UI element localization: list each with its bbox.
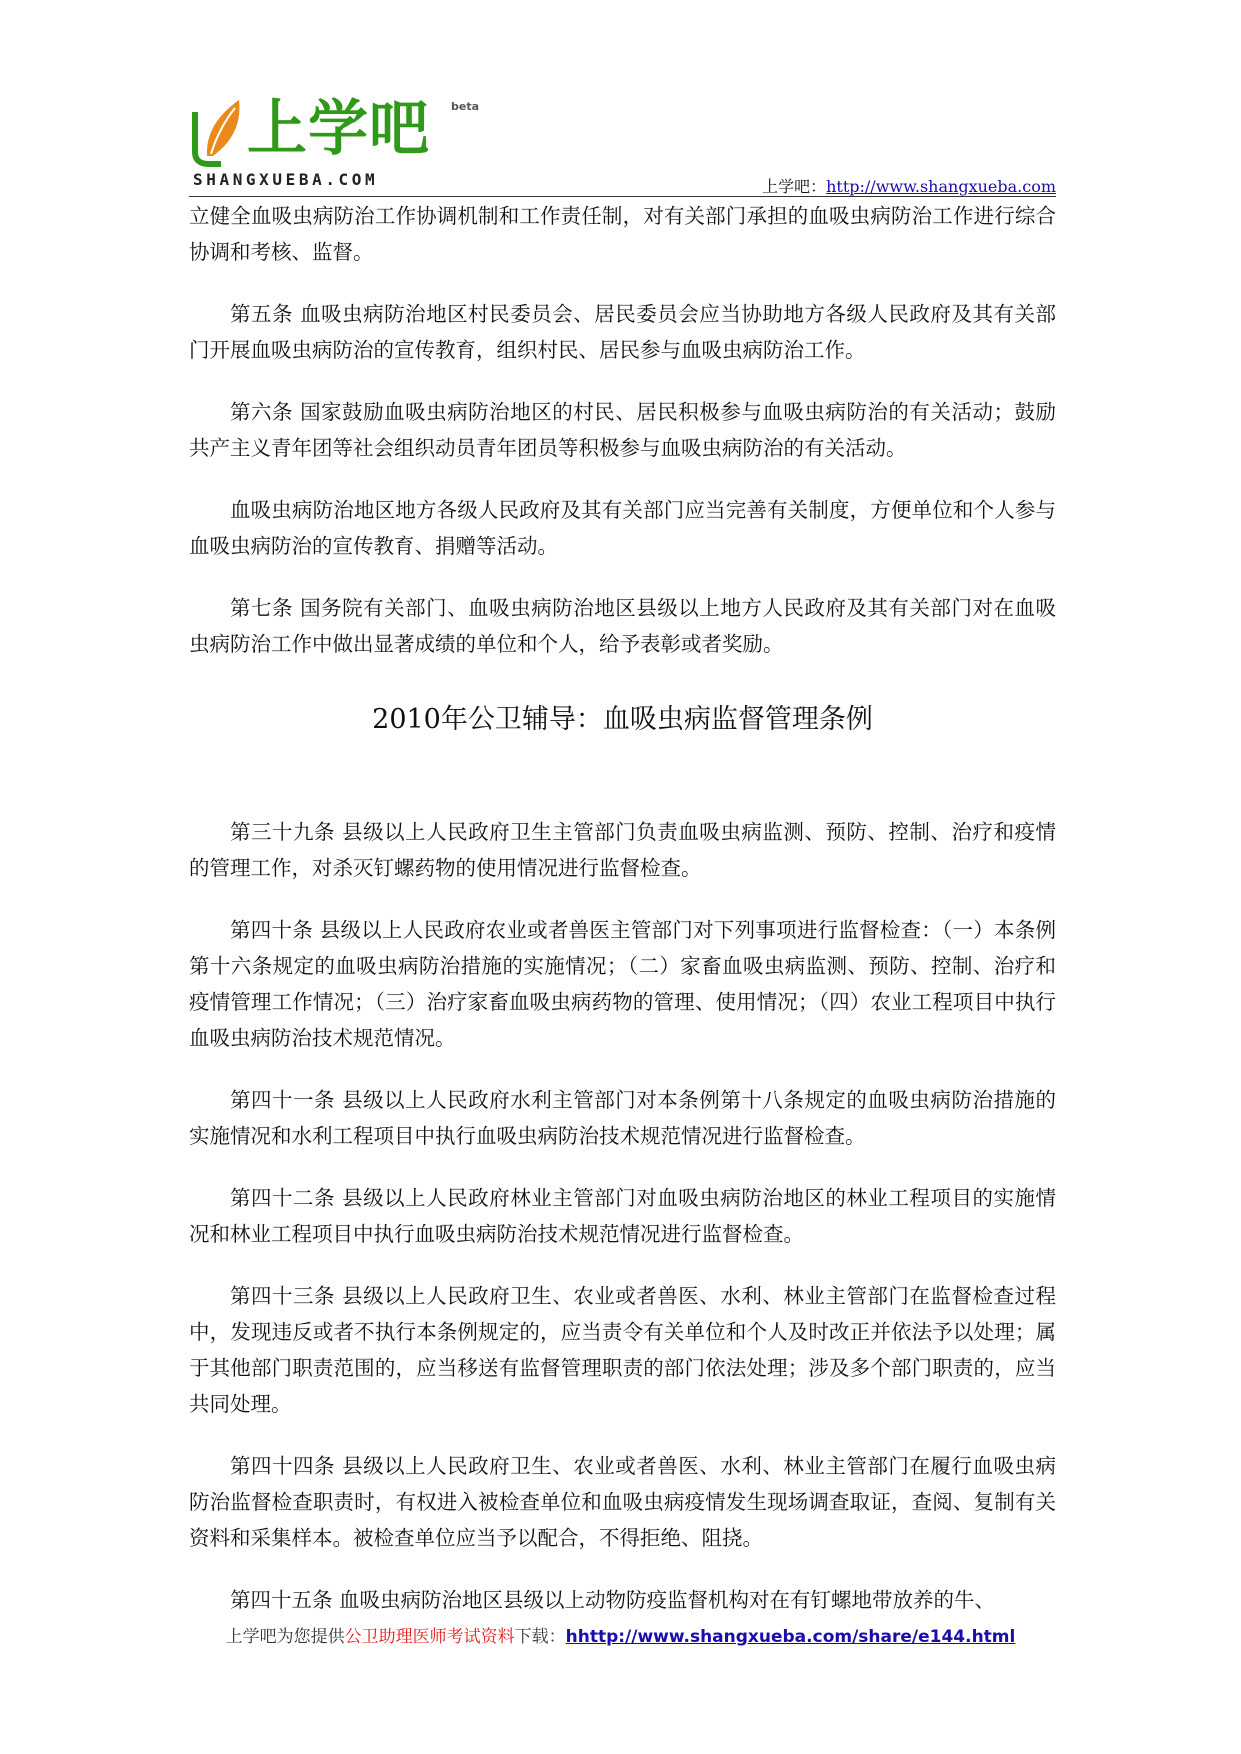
paragraph: 第四十四条 县级以上人民政府卫生、农业或者兽医、水利、林业主管部门在履行血吸虫病防治监督检查职责时，有权进入被检查单位和血吸虫病疫情发生现场调查取证，查阅、复制有关资料和采集样本。被检查单位应当予以配合，不得拒绝、阻挠。: [189, 1454, 1056, 1550]
paragraph: 第三十九条 县级以上人民政府卫生主管部门负责血吸虫病监测、预防、控制、治疗和疫情的管理工作，对杀灭钉螺药物的使用情况进行监督检查。: [189, 820, 1056, 880]
leaf-logo-icon: [189, 94, 249, 170]
paragraph: 第六条 国家鼓励血吸虫病防治地区的村民、居民积极参与血吸虫病防治的有关活动；鼓励共产主义青年团等社会组织动员青年团员等积极参与血吸虫病防治的有关活动。: [189, 400, 1056, 460]
paragraph: 第七条 国务院有关部门、血吸虫病防治地区县级以上地方人民政府及其有关部门对在血吸虫病防治工作中做出显著成绩的单位和个人，给予表彰或者奖励。: [189, 596, 1056, 656]
logo-beta-badge: beta: [451, 100, 480, 113]
paragraph: 第五条 血吸虫病防治地区村民委员会、居民委员会应当协助地方各级人民政府及其有关部门开展血吸虫病防治的宣传教育，组织村民、居民参与血吸虫病防治工作。: [189, 302, 1056, 362]
header-link-label: 上学吧：: [762, 177, 827, 196]
footer-highlight-link[interactable]: 公卫助理医师考试资料: [344, 1627, 515, 1647]
logo-domain: SHANGXUEBA.COM: [193, 170, 379, 189]
article-body-top: [189, 198, 1056, 662]
site-logo[interactable]: [189, 86, 489, 196]
footer-prefix: 上学吧为您提供: [225, 1627, 345, 1647]
article-title: 2010年公卫辅导：血吸虫病监督管理条例: [372, 704, 873, 735]
paragraph: 第四十二条 县级以上人民政府林业主管部门对血吸虫病防治地区的林业工程项目的实施情况和林业工程项目中执行血吸虫病防治技术规范情况进行监督检查。: [189, 1186, 1056, 1246]
header-site-link: [762, 174, 1056, 197]
paragraph: 第四十三条 县级以上人民政府卫生、农业或者兽医、水利、林业主管部门在监督检查过程中，发现违反或者不执行本条例规定的，应当责令有关单位和个人及时改正并依法予以处理；属于其他部门职责范围的，应当移送有监督管理职责的部门依法处理；涉及多个部门职责的，应当共同处理。: [189, 1284, 1056, 1416]
paragraph: 第四十一条 县级以上人民政府水利主管部门对本条例第十八条规定的血吸虫病防治措施的实施情况和水利工程项目中执行血吸虫病防治技术规范情况进行监督检查。: [189, 1088, 1056, 1148]
logo-text: 上学吧: [247, 94, 430, 164]
paragraph: 立健全血吸虫病防治工作协调机制和工作责任制，对有关部门承担的血吸虫病防治工作进行综合协调和考核、监督。: [189, 204, 1056, 264]
header-divider: [189, 196, 1056, 197]
footer-middle: 下载：: [514, 1627, 566, 1647]
article-body-bottom: [189, 814, 1056, 1618]
paragraph: 第四十条 县级以上人民政府农业或者兽医主管部门对下列事项进行监督检查：（一）本条例第十六条规定的血吸虫病防治措施的实施情况；（二）家畜血吸虫病监测、预防、控制、治疗和疫情管理工作情况；（三）治疗家畜血吸虫病药物的管理、使用情况；（四）农业工程项目中执行血吸虫病防治技术规范情况。: [189, 918, 1056, 1050]
page-header: [189, 86, 1056, 198]
footer-download-url[interactable]: hhttp://www.shangxueba.com/share/e144.html: [565, 1627, 1016, 1647]
page-footer: [0, 1622, 1241, 1647]
paragraph: 第四十五条 血吸虫病防治地区县级以上动物防疫监督机构对在有钉螺地带放养的牛、: [230, 1588, 996, 1612]
header-url-link[interactable]: http://www.shangxueba.com: [826, 177, 1056, 196]
paragraph: 血吸虫病防治地区地方各级人民政府及其有关部门应当完善有关制度，方便单位和个人参与血吸虫病防治的宣传教育、捐赠等活动。: [189, 498, 1056, 558]
